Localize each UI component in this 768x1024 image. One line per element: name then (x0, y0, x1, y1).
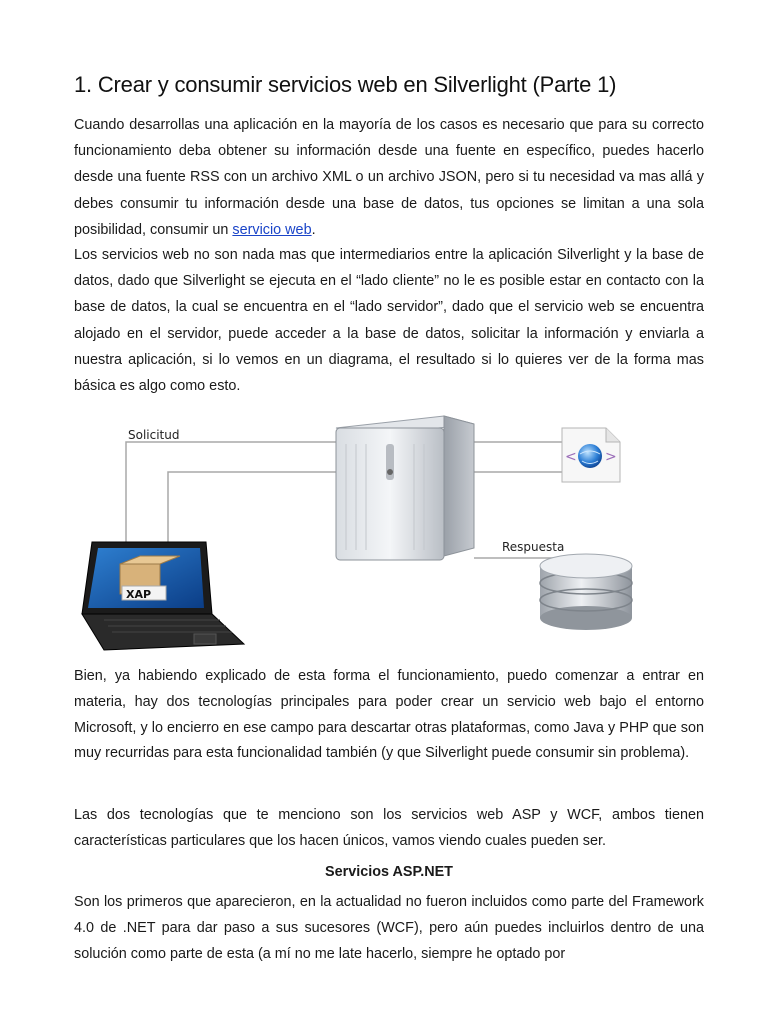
section-heading-asp-net: Servicios ASP.NET (325, 864, 453, 880)
database-icon (540, 554, 632, 630)
svg-text:<: < (565, 449, 577, 465)
xap-label: XAP (126, 588, 152, 601)
client-server-diagram (74, 414, 654, 660)
servicio-web-link[interactable]: servicio web (232, 221, 312, 238)
paragraph-technologies: Bien, ya habiendo explicado de esta forma el funcionamiento, puedo comenzar a entrar en materia, hay dos tecnologías principales para poder crear un servicio web bajo el entorno Microsoft, y lo encierro en ese campo para descartar otras plataformas, como Java y PHP que son muy recurridas para esta funcionalidad también (y que Silverlight puede consumir sin problema). (74, 668, 704, 762)
laptop-icon (82, 542, 244, 650)
paragraph-asp-net: Son los primeros que aparecieron, en la actualidad no fueron incluidos como parte del Framework 4.0 de .NET para dar paso a sus sucesores (WCF), pero aún puedes incluirlos dentro de una solución como parte de esta (a mí no me late hacerlo, siempre he optado por (74, 894, 704, 962)
paragraph-intro (74, 112, 704, 243)
page-title: 1. Crear y consumir servicios web en Silverlight (Parte 1) (74, 72, 617, 97)
request-label: Solicitud (128, 428, 180, 442)
paragraph-asp-wcf: Las dos tecnologías que te menciono son los servicios web ASP y WCF, ambos tienen características particulares que los hacen únicos, vamos viendo cuales pueden ser. (74, 807, 704, 849)
paragraph-intro-end: . (311, 221, 316, 238)
svg-text:>: > (605, 449, 617, 465)
paragraph-intro-text: Cuando desarrollas una aplicación en la mayoría de los casos es necesario que para su correcto funcionamiento deba obtener su información desde una fuente en específico, puedes hacerlo desde una fuente RSS con un archivo XML o un archivo JSON, pero si tu necesidad va mas allá y debes consumir tu información desde una base de datos, tus opciones se limitan a una sola posibilidad, consumir un (74, 117, 704, 238)
paragraph-services: Los servicios web no son nada mas que intermediarios entre la aplicación Silverlight y la base de datos, dado que Silverlight se ejecuta en el “lado cliente” no le es posible estar en contacto con la base de datos, la cual se encuentra en el “lado servidor”, dado que el servicio web se encuentra alojado en el servidor, puede acceder a la base de datos, solicitar la información y enviarla a nuestra aplicación, si lo vemos en un diagrama, el resultado si lo quieres ver de la forma mas básica es algo como esto. (74, 247, 704, 395)
response-label: Respuesta (502, 540, 565, 554)
web-service-icon (562, 428, 620, 482)
server-icon (336, 416, 474, 560)
